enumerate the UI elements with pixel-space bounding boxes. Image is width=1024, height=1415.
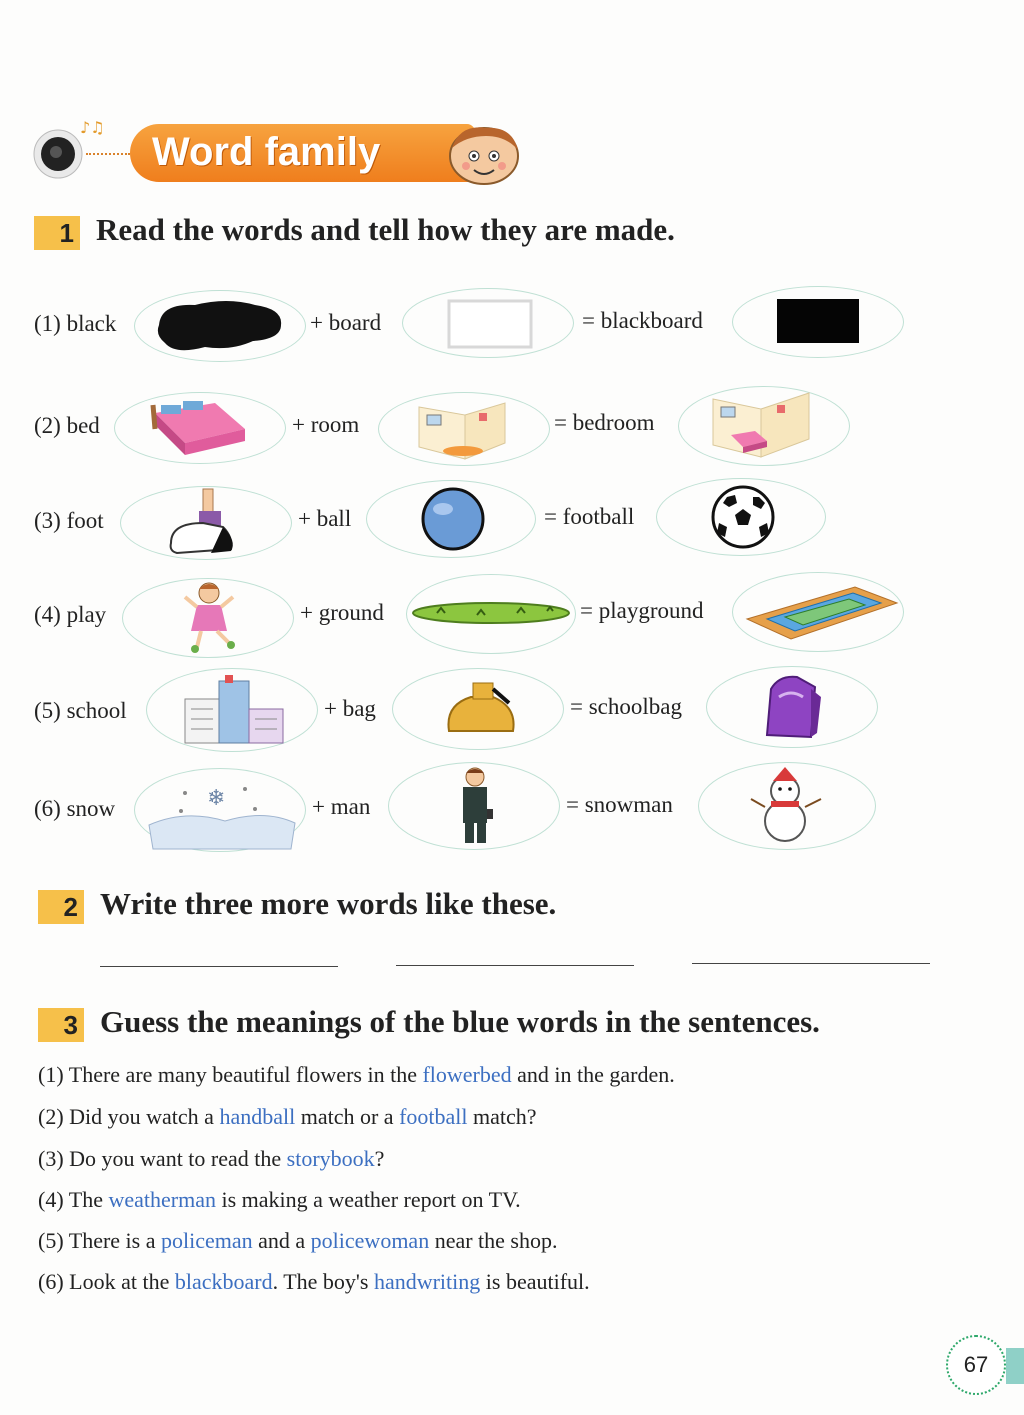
row-2-pic-2 [378, 392, 550, 466]
sentence-number: (1) [38, 1062, 69, 1087]
row-2-label: (2) bed [34, 413, 100, 438]
section-3-title: Guess the meanings of the blue words in the sentences. [100, 1004, 820, 1039]
blue-word: handwriting [373, 1269, 481, 1294]
sentence-1 [38, 1062, 675, 1088]
blank-board-icon [403, 289, 575, 359]
row-4-pic-1 [122, 578, 294, 658]
school-building-icon [147, 669, 319, 753]
blue-word: weatherman [108, 1187, 216, 1212]
row-5-pic-2 [392, 668, 564, 750]
snowman-icon [699, 763, 877, 851]
sentence-number: (6) [38, 1269, 70, 1294]
row-2-pic-1 [114, 392, 286, 464]
row-3-pic-3 [656, 478, 826, 556]
row-2-plus: + room [292, 412, 360, 437]
sentence-text: is beautiful. [480, 1269, 590, 1294]
sentence-number: (3) [38, 1146, 70, 1171]
music-notes-icon: ♪♫ [80, 118, 105, 137]
row-6-label: (6) snow [34, 796, 116, 821]
sentence-text: . The boy's [272, 1269, 374, 1294]
row-1-pic-2 [402, 288, 574, 358]
row-5-label: (5) school [34, 698, 127, 723]
page-edge-tab [1006, 1348, 1024, 1384]
row-4-pic-2 [406, 574, 576, 654]
schoolbag-icon [707, 667, 879, 749]
row-6-pic-3 [698, 762, 876, 850]
row-6-pic-2 [388, 762, 560, 850]
row-5-pic-3 [706, 666, 878, 748]
sentence-text: Look at the [69, 1269, 175, 1294]
row-4-plus: + ground [300, 600, 384, 625]
playground-field-icon [733, 573, 905, 653]
sentence-number: (2) [38, 1104, 70, 1129]
sentence-5 [38, 1228, 558, 1254]
blackboard-icon [733, 287, 905, 359]
man-icon [389, 763, 561, 851]
section-2-title: Write three more words like these. [100, 886, 557, 921]
row-3-pic-1 [120, 486, 292, 560]
row-5-result: = schoolbag [570, 694, 682, 719]
sentence-number: (5) [38, 1228, 69, 1253]
sentence-text: match? [467, 1104, 537, 1129]
sentence-text: match or a [295, 1104, 400, 1129]
blue-word: policewoman [310, 1228, 430, 1253]
blue-word: storybook [286, 1146, 375, 1171]
grass-ground-icon [407, 575, 577, 655]
row-1-plus: + board [310, 310, 382, 335]
sentence-text: The [68, 1187, 109, 1212]
sentence-4 [38, 1187, 521, 1213]
row-2-result: = bedroom [554, 410, 655, 435]
section-2-number: 2 [38, 890, 84, 924]
answer-line-3[interactable] [692, 963, 930, 964]
sentence-3 [38, 1146, 384, 1172]
svg-text:❄: ❄ [207, 786, 226, 811]
boy-face-icon [440, 122, 522, 186]
section-1-title: Read the words and tell how they are made. [96, 212, 675, 247]
sentence-text: Do you want to read the [69, 1146, 287, 1171]
sentence-2 [38, 1104, 537, 1130]
row-4-result: = playground [580, 598, 704, 623]
blue-word: handball [219, 1104, 296, 1129]
sentence-text: ? [374, 1146, 385, 1171]
row-4-pic-3 [732, 572, 904, 652]
sentence-number: (4) [38, 1187, 69, 1212]
row-3-plus: + ball [298, 506, 352, 531]
sentence-text: Did you watch a [69, 1104, 220, 1129]
bed-icon [115, 393, 287, 465]
sentence-text: and in the garden. [511, 1062, 675, 1087]
soccer-ball-icon [657, 479, 827, 557]
row-4-label: (4) play [34, 602, 107, 627]
disc-icon [32, 128, 84, 180]
blue-word: flowerbed [422, 1062, 512, 1087]
row-1-label: (1) black [34, 311, 117, 336]
playing-girl-icon [123, 579, 295, 659]
sentence-text: There is a [68, 1228, 161, 1253]
row-6-result: = snowman [566, 792, 673, 817]
answer-line-1[interactable] [100, 966, 338, 967]
bag-icon [393, 669, 565, 751]
foot-icon [121, 487, 293, 561]
row-5-pic-1 [146, 668, 318, 752]
row-3-label: (3) foot [34, 508, 104, 533]
bedroom-icon [679, 387, 851, 467]
row-3-result: = football [544, 504, 635, 529]
page-number: 67 [946, 1335, 1006, 1395]
sentence-text: There are many beautiful flowers in the [68, 1062, 423, 1087]
blue-word: policeman [161, 1228, 253, 1253]
row-1-pic-3 [732, 286, 904, 358]
section-1-number: 1 [34, 216, 80, 250]
sentence-text: near the shop. [429, 1228, 558, 1253]
section-3-number: 3 [38, 1008, 84, 1042]
answer-line-2[interactable] [396, 965, 634, 966]
blue-word: blackboard [174, 1269, 273, 1294]
blue-word: football [399, 1104, 468, 1129]
row-2-pic-3 [678, 386, 850, 466]
dotted-connector [86, 153, 130, 155]
row-6-pic-1 [134, 768, 306, 852]
row-1-pic-1 [134, 290, 306, 362]
row-5-plus: + bag [324, 696, 376, 721]
empty-room-icon [379, 393, 551, 467]
sentence-text: is making a weather report on TV. [215, 1187, 521, 1212]
row-3-pic-2 [366, 480, 536, 558]
row-1-result: = blackboard [582, 308, 703, 333]
snow-scene-icon [135, 769, 307, 853]
row-6-plus: + man [312, 794, 371, 819]
page-title: Word family [130, 124, 475, 182]
ball-icon [367, 481, 537, 559]
sentence-6 [38, 1269, 590, 1295]
black-blob-icon [135, 291, 307, 363]
sentence-text: and a [252, 1228, 311, 1253]
